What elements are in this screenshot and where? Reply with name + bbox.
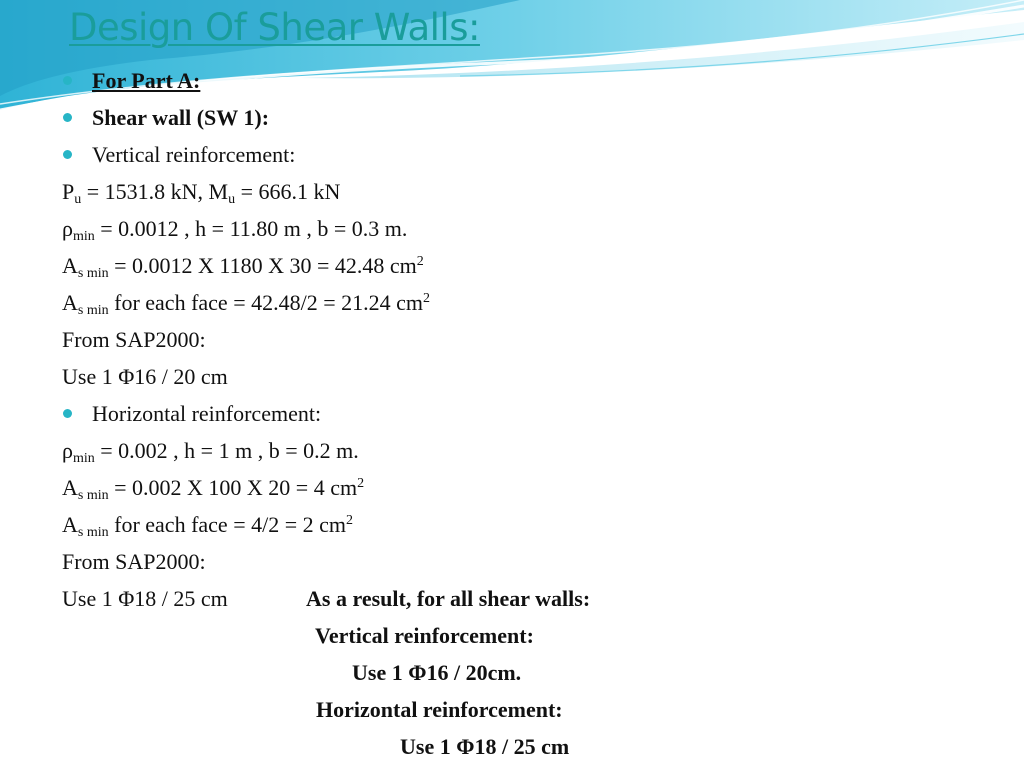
bullet-part-a: For Part A: xyxy=(92,68,201,93)
bullet-horizontal-reinforcement: Horizontal reinforcement: xyxy=(92,401,322,426)
horizontal-face-line: $A_{s min}$ for each face = 4/2 = 2 $cm^2$ xyxy=(62,512,353,540)
vertical-from-sap-line: From SAP2000: xyxy=(62,327,206,352)
bullet-shear-wall: Shear wall (SW 1): xyxy=(92,105,270,130)
result-horizontal-label: Horizontal reinforcement: xyxy=(316,697,563,722)
result-heading: As a result, for all shear walls: xyxy=(306,586,591,611)
result-horizontal-use: Use 1 Φ18 / 25 cm xyxy=(400,734,570,759)
horizontal-from-sap-line: From SAP2000: xyxy=(62,549,206,574)
vertical-use-line: Use 1 Φ16 / 20 cm xyxy=(62,364,228,389)
vertical-rho-line: $\rho_{min} = 0.0012$ , h = 11.80 m , b = 0.3 m. xyxy=(62,216,408,244)
loads-line: $P_u = 1531.8$ kN, $M_u = 666.1$ kN xyxy=(62,179,341,207)
slide-title: Design Of Shear Walls: xyxy=(69,6,480,49)
vertical-face-line: $A_{s min}$ for each face = 42.48/2 = 21.24 $cm^2$ xyxy=(62,290,430,318)
bullet-dot-icon xyxy=(63,150,72,159)
bullet-dot-icon xyxy=(63,409,72,418)
bullet-dot-icon xyxy=(63,76,72,85)
bullet-vertical-reinforcement: Vertical reinforcement: xyxy=(92,142,296,167)
result-vertical-label: Vertical reinforcement: xyxy=(315,623,534,648)
horizontal-use-line: Use 1 Φ18 / 25 cm xyxy=(62,586,228,611)
result-vertical-use: Use 1 Φ16 / 20cm. xyxy=(352,660,522,685)
horizontal-rho-line: $\rho_{min} = 0.002$ , h = 1 m , b = 0.2 m. xyxy=(62,438,359,466)
bullet-dot-icon xyxy=(63,113,72,122)
horizontal-as-line: $A_{s min} = 0.002$ X 100 X 20 = 4 $cm^2$ xyxy=(62,475,365,503)
vertical-as-line: $A_{s min} = 0.0012$ X 1180 X 30 = 42.48 $cm^2$ xyxy=(62,253,424,281)
